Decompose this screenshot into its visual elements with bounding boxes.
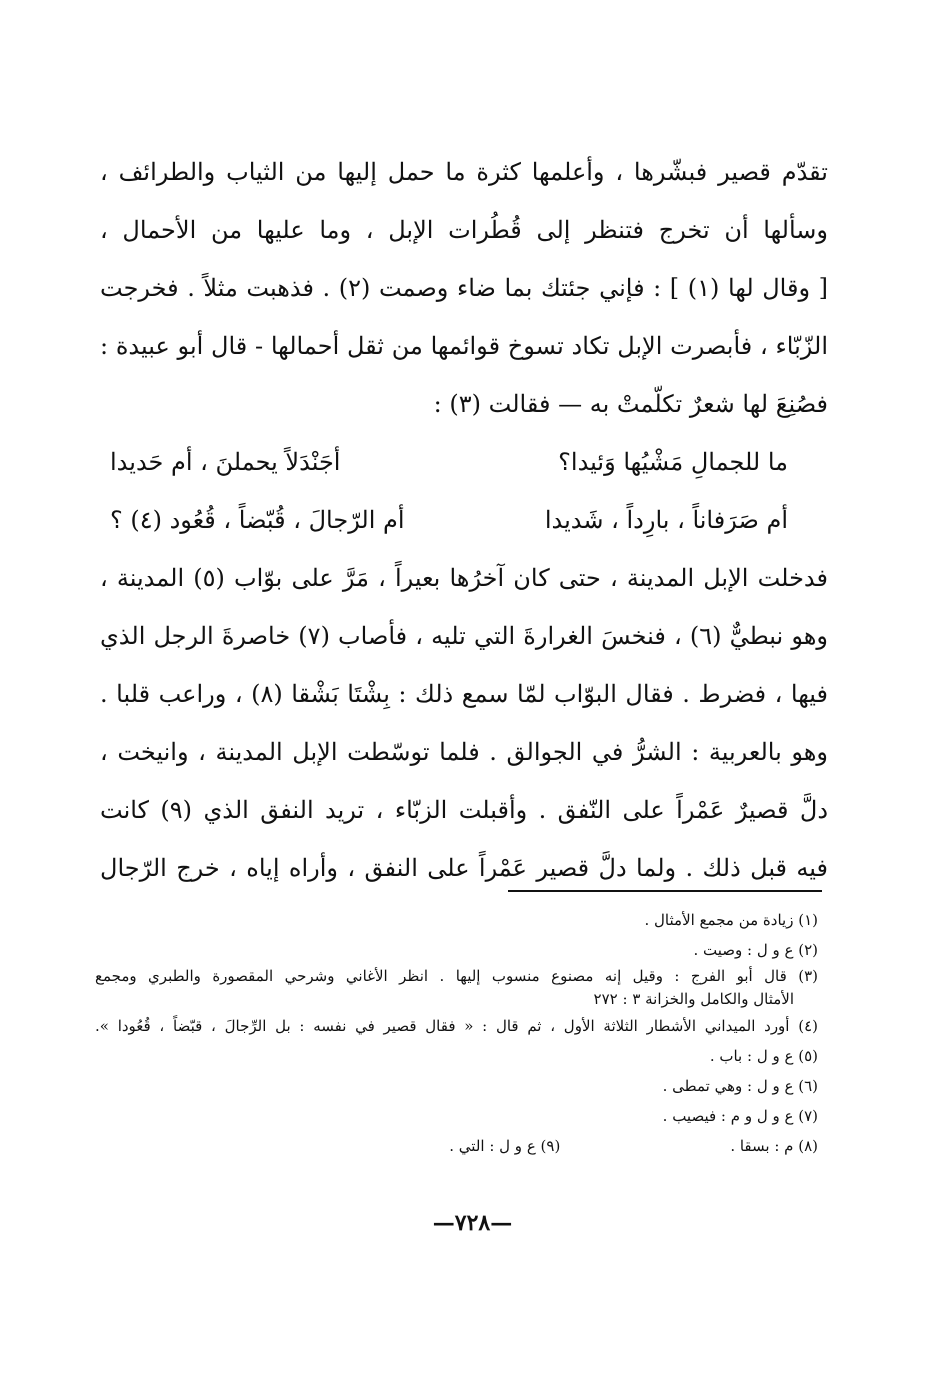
verse-first-hemistich: ما للجمالِ مَشْيُها وَئيدا؟	[558, 448, 788, 476]
footnote-row	[95, 1131, 818, 1161]
text-line: تقدّم قصير فبشّرها ، وأعلمها كثرة ما حمل إليها من الثياب والطرائف ،	[100, 158, 828, 186]
text-line: دلَّ قصيرٌ عَمْراً على النّفق . وأقبلت الزبّاء ، تريد النفق الذي (٩) كانت	[100, 796, 828, 824]
footnote: (٤) أورد الميداني الأشطار الثلاثة الأول ، ثم قال : « فقال قصير في نفسه : بل الرِّجالَ ، قبّضاً ، قُعُودا ».	[95, 1017, 818, 1035]
text-line: وهو نبطيٌّ (٦) ، فنخسَ الغرارةَ التي تليه ، فأصاب (٧) خاصرةَ الرجل الذي	[100, 622, 828, 650]
footnote-separator	[508, 890, 822, 892]
text-line: فيه قبل ذلك . ولما دلَّ قصير عَمْراً على النفق ، وأراه إياه ، خرج الرّجال	[100, 854, 828, 882]
text-line: فيها ، فضرط . فقال البوّاب لمّا سمع ذلك : بِشْتَا بَشْقا (٨) ، وراعب قلبا .	[100, 680, 828, 708]
footnote: (٣) قال أبو الفرج : وقيل إنه مصنوع منسوب إليها . انظر الأغاني وشرحي المقصورة والطبري ومجمع	[95, 967, 818, 985]
footnote: (٧) ع و ل و م : فيصيب .	[662, 1107, 818, 1125]
text-line: الزّبّاء ، فأبصرت الإبل تكاد تسوخ قوائمها من ثقل أحمالها - قال أبو عبيدة :	[100, 332, 828, 360]
poem-verse	[100, 498, 828, 556]
footnote: (٨) م : بسقا .	[730, 1137, 818, 1155]
poem-verse	[100, 440, 828, 498]
footnote: (٩) ع و ل : التي .	[449, 1137, 561, 1155]
text-line: وسألها أن تخرج فتنظر إلى قُطُرات الإبل ، وما عليها من الأحمال ،	[100, 216, 828, 244]
footnotes	[95, 905, 818, 1161]
verse-second-hemistich: أجَنْدَلاً يحملنَ ، أم حَديدا	[110, 448, 341, 476]
footnote: (٥) ع و ل : باب .	[709, 1047, 818, 1065]
footnote: (١) زيادة من مجمع الأمثال .	[644, 911, 818, 929]
footnote: (٢) ع و ل : وصيت .	[693, 941, 818, 959]
text-line: [ وقال لها (١) ] : فإني جئتك بما ضاء وصمت (٢) . فذهبت مثلاً . فخرجت	[100, 274, 828, 302]
main-text	[100, 150, 828, 904]
footnote: (٦) ع و ل : وهي تمطى .	[662, 1077, 818, 1095]
footnote-continuation: الأمثال والكامل والخزانة ٣ : ٢٧٢	[593, 990, 794, 1008]
text-line: وهو بالعربية : الشرُّ في الجوالق . فلما توسّطت الإبل المدينة ، وانيخت ،	[100, 738, 828, 766]
text-line: فصُنِعَ لها شعرٌ تكلّمتْ به — فقالت (٣) :	[433, 390, 828, 418]
text-line: فدخلت الإبل المدينة ، حتى كان آخرُها بعيراً ، مَرَّ على بوّاب (٥) المدينة ،	[100, 564, 828, 592]
page-number: —٧٢٨—	[432, 1210, 513, 1236]
verse-second-hemistich: أم الرّجالَ ، قُبّضاً ، قُعُود (٤) ؟	[110, 506, 405, 534]
poem	[100, 440, 828, 556]
verse-first-hemistich: أم صَرَفاناً ، بارِداً ، شَديدا	[544, 506, 788, 534]
